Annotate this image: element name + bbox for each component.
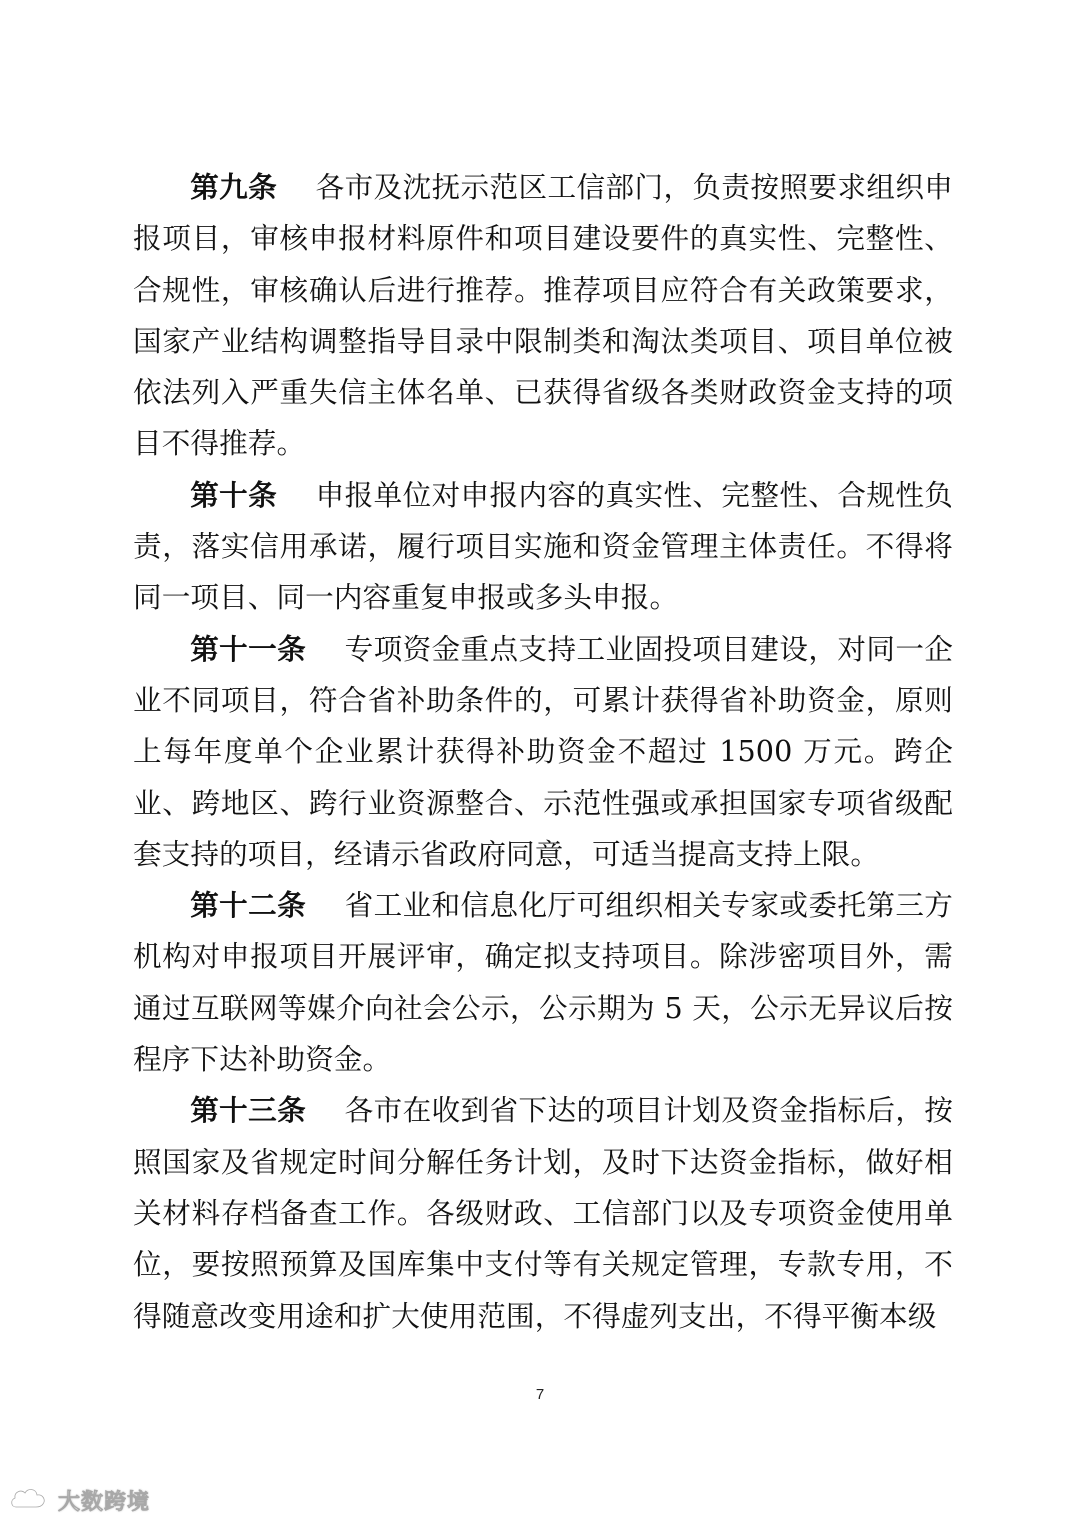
- page-number: 7: [535, 1386, 545, 1403]
- article-heading: 第十三条: [190, 1093, 307, 1128]
- article-paragraph-9: [133, 162, 953, 470]
- article-heading: 第十二条: [190, 888, 307, 923]
- cloud-logo-icon: [8, 1485, 54, 1515]
- article-heading: 第九条: [190, 170, 278, 204]
- article-heading: 第十条: [190, 477, 278, 512]
- watermark-text: 大数跨境: [58, 1489, 151, 1515]
- article-paragraph-13: [133, 1085, 953, 1341]
- article-paragraph-12: [133, 880, 953, 1085]
- article-text: 省工业和信息化厅可组织相关专家或委托第三方机构对申报项目开展评审，确定拟支持项目。除涉密项目外，需通过互联网等媒介向社会公示，公示期为 5 天，公示无异议后按程序下达补助资金。: [133, 888, 953, 1077]
- article-text: 专项资金重点支持工业固投项目建设，对同一企业不同项目，符合省补助条件的，可累计获得省补助资金，原则上每年度单个企业累计获得补助资金不超过 1500 万元。跨企业、跨地区、跨行业资源整合、示范性强或承担国家专项省级配套支持的项目，经请示省政府同意，可适当提高支持上限。: [133, 631, 953, 871]
- article-paragraph-10: [133, 470, 953, 624]
- document-body: [133, 162, 953, 1342]
- article-text: 各市及沈抚示范区工信部门，负责按照要求组织申报项目，审核申报材料原件和项目建设要件的真实性、完整性、合规性，审核确认后进行推荐。推荐项目应符合有关政策要求，国家产业结构调整指导目录中限制类和淘汰类项目、项目单位被依法列入严重失信主体名单、已获得省级各类财政资金支持的项目不得推荐。: [133, 170, 953, 461]
- article-heading: 第十一条: [190, 631, 307, 666]
- article-text: 申报单位对申报内容的真实性、完整性、合规性负责，落实信用承诺，履行项目实施和资金管理主体责任。不得将同一项目、同一内容重复申报或多头申报。: [133, 477, 953, 615]
- watermark: [8, 1480, 150, 1520]
- article-paragraph-11: [133, 624, 953, 880]
- article-text: 各市在收到省下达的项目计划及资金指标后，按照国家及省规定时间分解任务计划，及时下达资金指标，做好相关材料存档备查工作。各级财政、工信部门以及专项资金使用单位，要按照预算及国库集中支付等有关规定管理，专款专用，不得随意改变用途和扩大使用范围，不得虚列支出，不得平衡本级: [133, 1093, 953, 1333]
